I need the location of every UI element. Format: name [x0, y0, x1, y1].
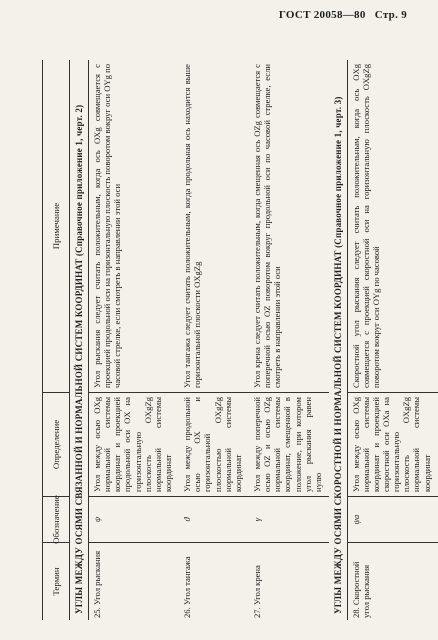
page-number: Стр. 9 [374, 9, 407, 21]
note-cell: Угол рыскания следует считать положительным, когда ось OXg совмещается с проекцией продольной оси на горизонтальную плоскость поворотом вокруг оси OYg по часовой стрелке, если смотреть в направлении этой оси [91, 64, 123, 388]
column-header-symbol: Обозначение [43, 496, 70, 542]
column-header-term: Термин [43, 542, 70, 620]
symbol-cell: ϑ [179, 496, 249, 542]
note-cell: Скоростной угол рыскания следует считать положительным, когда ось OXg совмещается с проекцией скоростной оси на горизонтальную плоскость OXgZg поворотом вокруг оси OYg по часовой [350, 64, 381, 388]
symbol-cell: ψ [89, 496, 179, 542]
symbol-cell: ψa [348, 496, 438, 542]
terms-table [42, 60, 432, 620]
term-cell: 28. Скоростной угол рыскания [348, 542, 438, 620]
definition-cell: Угол между осью OXg нормальной системы координат и проекцией скоростной оси OXa на горизонтальную плоскость OXgZg нормальной системы координат [348, 392, 438, 496]
definition-cell: Угол между осью OXg нормальной системы координат и проекцией продольной оси OX на горизонтальную плоскость OXgZg нормальной системы координат [89, 392, 179, 496]
section-title: УГЛЫ МЕЖДУ ОСЯМИ СВЯЗАННОЙ И НОРМАЛЬНОЙ СИСТЕМ КООРДИНАТ (Справочное приложение 1, черт. 2) [74, 104, 85, 614]
term-cell: 27. Угол крена [249, 542, 329, 620]
page-header [273, 9, 407, 21]
standard-number: ГОСТ 20058—80 [278, 9, 366, 21]
section-title: УГЛЫ МЕЖДУ ОСЯМИ СКОРОСТНОЙ И НОРМАЛЬНОЙ СИСТЕМ КООРДИНАТ (Справочное приложение 1, черт. 3) [332, 96, 343, 614]
column-header-note: Примечание [43, 60, 70, 392]
term-cell: 26. Угол тангажа [179, 542, 249, 620]
definition-cell: Угол между продольной осью OX и горизонтальной плоскостью OXgZg нормальной системы координат [179, 392, 249, 496]
definition-cell: Угол между поперечной осью OZ и осью OZg нормальной системы координат, смещенной в положение, при котором угол рыскания равен нулю [249, 392, 329, 496]
column-header-definition: Определение [43, 392, 70, 496]
note-cell: Угол тангажа следует считать положительным, когда продольная ось находится выше горизонтальной плоскости OXgZg [182, 64, 203, 388]
note-cell: Угол крена следует считать положительным, когда смещенная ось OZg совмещается с поперечной осью OZ поворотом вокруг продольной оси по часовой стрелке, если смотреть в направлении этой оси [251, 64, 283, 388]
term-cell: 25. Угол рыскания [89, 542, 179, 620]
symbol-cell: γ [249, 496, 329, 542]
